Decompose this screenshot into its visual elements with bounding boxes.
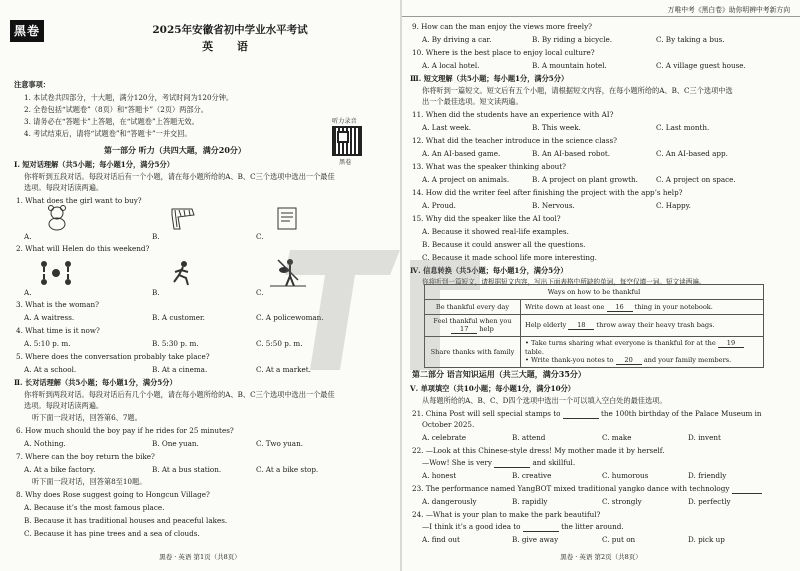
table-row-3-content — [521, 337, 764, 368]
page-footer-left: 黑卷 · 英语 第1页（共8页） — [159, 553, 241, 561]
r3b-post: and your family members. — [643, 356, 732, 364]
r2-label-b: help — [479, 325, 494, 333]
black-paper-badge: 黑卷 — [10, 20, 44, 42]
section3-instruction-2: 出一个最佳选项。短文读两遍。 — [422, 97, 523, 106]
q9-option-a[interactable]: A. By driving a car. — [422, 35, 492, 44]
question-22-b — [422, 458, 575, 468]
table-head: Ways on how to be thankful — [425, 285, 764, 300]
q5-option-b[interactable]: B. At a cinema. — [152, 365, 208, 374]
q9-option-c[interactable]: C. By taking a bus. — [656, 35, 725, 44]
q22-option-a[interactable]: A. honest — [422, 471, 457, 480]
exam-title: 2025年安徽省初中学业水平考试 — [152, 24, 308, 36]
q23-option-a[interactable]: A. dangerously — [422, 497, 477, 506]
r2-pre: Help elderly — [525, 321, 567, 329]
question-12: 12. What did the teacher introduce in the science class? — [412, 136, 618, 145]
q22-option-d[interactable]: D. friendly — [688, 471, 727, 480]
section3-instruction: 你将听到一篇短文。短文后有五个小题，请根据短文内容，在每小题所给的A、B、C三个选项中选 — [422, 86, 733, 95]
table-row-3-label: Share thanks with family — [425, 337, 521, 368]
r3b-pre: • Write thank-you notes to — [525, 356, 614, 364]
q8-option-a[interactable]: A. Because it’s the most famous place. — [24, 503, 165, 512]
r3a-post: table. — [525, 348, 544, 356]
page-footer-right: 黑卷 · 英语 第2页（共8页） — [560, 553, 642, 561]
q24-option-d[interactable]: D. pick up — [688, 535, 725, 544]
question-24-b — [422, 522, 624, 532]
q5-option-a[interactable]: A. At a school. — [24, 365, 77, 374]
section1-instruction-2: 选项。每段对话读两遍。 — [24, 183, 104, 192]
guitar-singing-icon — [268, 256, 308, 288]
q1-option-c[interactable]: C. — [256, 232, 264, 241]
q7-option-a[interactable]: A. At a bike factory. — [24, 465, 96, 474]
question-14: 14. How did the writer feel after finishing the project with the app’s help? — [412, 188, 683, 197]
q1-option-a[interactable]: A. — [24, 232, 32, 241]
question-23 — [412, 484, 762, 494]
r1-post: thing in your notebook. — [634, 302, 713, 311]
blank-20[interactable]: 20 — [616, 356, 642, 365]
q21-text-a: 21. China Post will sell special stamps to — [412, 409, 561, 418]
q21-option-c[interactable]: C. make — [602, 433, 632, 442]
r2-label-a: Feel thankful when you — [433, 317, 512, 325]
q24-option-a[interactable]: A. find out — [422, 535, 460, 544]
question-7: 7. Where can the boy return the bike? — [16, 452, 155, 461]
teddy-bear-icon — [40, 205, 74, 231]
question-10: 10. Where is the best place to enjoy local culture? — [412, 48, 595, 57]
q11-option-b[interactable]: B. This week. — [532, 123, 581, 132]
qr-label: 听力录音 — [332, 118, 357, 125]
r1-pre: Write down at least one — [525, 302, 605, 311]
q4-option-b[interactable]: B. 5:30 p. m. — [152, 339, 199, 348]
exam-subject: 英 语 — [202, 40, 258, 53]
q12-option-c[interactable]: C. An AI-based app. — [656, 149, 728, 158]
q10-option-b[interactable]: B. A mountain hotel. — [532, 61, 607, 70]
notes-title: 注意事项： — [14, 80, 50, 89]
q23-text: 23. The performance named YangBOT mixed traditional yangko dance with technology — [412, 484, 730, 493]
q7-option-c[interactable]: C. At a bike stop. — [256, 465, 319, 474]
q22-option-b[interactable]: B. creative — [512, 471, 552, 480]
running-header: 万唯中考《黑白卷》助你明辨中考新方向 — [667, 6, 790, 14]
section4-instruction: 你将听到一篇短文，请根据短文内容，写出下面表格中所缺的单词，每空仅填一词。短文读两遍。 — [422, 278, 706, 286]
q24-text-c: the litter around. — [561, 522, 624, 531]
q3-option-c[interactable]: C. A policewoman. — [256, 313, 324, 322]
table-row-2-content — [521, 315, 764, 337]
q13-option-b[interactable]: B. A project on plant growth. — [532, 175, 638, 184]
q10-option-c[interactable]: C. A village guest house. — [656, 61, 746, 70]
question-9: 9. How can the man enjoy the views more freely? — [412, 22, 592, 31]
q14-option-a[interactable]: A. Proud. — [422, 201, 456, 210]
q11-option-a[interactable]: A. Last week. — [422, 123, 471, 132]
q8-option-b[interactable]: B. Because it has traditional houses and peaceful lakes. — [24, 516, 228, 525]
q22-text-b: —Wow! She is very — [422, 458, 492, 467]
section2-title: Ⅱ. 长对话理解（共5小题；每小题1分，满分5分） — [14, 378, 177, 387]
header-rule — [402, 16, 800, 17]
q23-blank[interactable] — [732, 484, 762, 494]
q13-option-c[interactable]: C. A project on space. — [656, 175, 736, 184]
section2-sub-2: 听下面一段对话，回答第8至10题。 — [32, 477, 147, 486]
q4-option-c[interactable]: C. 5:50 p. m. — [256, 339, 303, 348]
question-24-a: 24. —What is your plan to make the park beautiful? — [412, 510, 601, 519]
note-3: 3. 请务必在“答题卡”上答题，在“试题卷”上答题无效。 — [24, 117, 199, 126]
q23-option-c[interactable]: C. strongly — [602, 497, 642, 506]
r2-post: throw away their heavy trash bags. — [596, 321, 715, 329]
q21-text-c: October 2025. — [422, 420, 475, 429]
q24-blank[interactable] — [523, 522, 559, 532]
q2-option-b[interactable]: B. — [152, 288, 160, 297]
q21-blank[interactable] — [563, 409, 599, 419]
section4-title: Ⅳ. 信息转换（共5小题；每小题1分，满分5分） — [410, 266, 568, 275]
section2-sub-1: 听下面一段对话，回答第6、7题。 — [32, 413, 142, 422]
q9-option-b[interactable]: B. By riding a bicycle. — [532, 35, 613, 44]
q15-option-a[interactable]: A. Because it showed real-life examples. — [422, 227, 569, 236]
q3-option-b[interactable]: B. A customer. — [152, 313, 205, 322]
q23-option-d[interactable]: D. perfectly — [688, 497, 731, 506]
section1-instruction: 你将听到五段对话。每段对话后有一个小题，请在每小题所给的A、B、C三个选项中选出一个最佳 — [24, 172, 335, 181]
q15-option-c[interactable]: C. Because it made school life more interesting. — [422, 253, 597, 262]
q13-option-a[interactable]: A. A project on animals. — [422, 175, 510, 184]
blank-16[interactable]: 16 — [607, 303, 633, 312]
blank-17[interactable]: 17 — [451, 325, 477, 334]
table-row-1-content — [521, 300, 764, 315]
question-15: 15. Why did the speaker like the AI tool? — [412, 214, 561, 223]
question-4: 4. What time is it now? — [16, 326, 100, 335]
q1-option-b[interactable]: B. — [152, 232, 160, 241]
thankful-table — [424, 284, 764, 368]
q3-option-a[interactable]: A. A waitress. — [24, 313, 75, 322]
table-row-2-label — [425, 315, 521, 337]
q24-option-b[interactable]: B. give away — [512, 535, 559, 544]
question-8: 8. Why does Rose suggest going to Hongcun Village? — [16, 490, 210, 499]
q2-option-c[interactable]: C. — [256, 288, 264, 297]
q14-option-c[interactable]: C. Happy. — [656, 201, 691, 210]
section2-instruction-2: 选项。每段对话读两遍。 — [24, 401, 104, 410]
q24-text-b: —I think it’s a good idea to — [422, 522, 521, 531]
section1-title: Ⅰ. 短对话理解（共5小题；每小题1分，满分5分） — [14, 160, 174, 169]
question-3: 3. What is the woman? — [16, 300, 100, 309]
note-1: 1. 本试卷共四部分，十大题，满分120分，考试时间为120分钟。 — [24, 93, 234, 102]
q11-option-c[interactable]: C. Last month. — [656, 123, 710, 132]
section5-title: Ⅴ. 单项填空（共10小题；每小题1分，满分10分） — [410, 384, 575, 393]
q22-text-c: and skillful. — [532, 458, 576, 467]
q14-option-b[interactable]: B. Nervous. — [532, 201, 575, 210]
q7-option-b[interactable]: B. At a bus station. — [152, 465, 222, 474]
question-5: 5. Where does the conversation probably take place? — [16, 352, 210, 361]
part2-heading: 第二部分 语言知识运用（共三大题，满分35分） — [412, 369, 586, 379]
q12-option-b[interactable]: B. An AI-based robot. — [532, 149, 610, 158]
question-11: 11. When did the students have an experience with AI? — [412, 110, 614, 119]
book-icon — [270, 205, 304, 231]
r3a-pre: • Take turns sharing what everyone is thankful for at the — [525, 339, 716, 347]
question-1: 1. What does the girl want to buy? — [16, 196, 142, 205]
running-icon — [164, 260, 198, 286]
question-21 — [412, 409, 762, 419]
q4-option-a[interactable]: A. 5:10 p. m. — [24, 339, 71, 348]
q15-option-b[interactable]: B. Because it could answer all the questions. — [422, 240, 586, 249]
question-2: 2. What will Helen do this weekend? — [16, 244, 150, 253]
q10-option-a[interactable]: A. A local hotel. — [422, 61, 480, 70]
q6-option-a[interactable]: A. Nothing. — [24, 439, 66, 448]
q22-blank[interactable] — [494, 458, 530, 468]
question-22-a: 22. —Look at this Chinese-style dress! My mother made it by herself. — [412, 446, 665, 455]
q21-option-a[interactable]: A. celebrate — [422, 433, 467, 442]
section5-instruction: 从每题所给的A、B、C、D四个选项中选出一个可以填入空白处的最佳选项。 — [422, 396, 667, 405]
q8-option-c[interactable]: C. Because it has pine trees and a sea of clouds. — [24, 529, 200, 538]
note-2: 2. 全卷包括“试题卷”（8页）和“答题卡”（2页）两部分。 — [24, 105, 208, 114]
blank-19[interactable]: 19 — [718, 339, 744, 348]
qr-caption: 黑卷 — [339, 159, 352, 166]
q21-text-b: the 100th birthday of the Palace Museum in — [601, 409, 762, 418]
scarf-icon — [166, 205, 200, 231]
question-13: 13. What was the speaker thinking about? — [412, 162, 567, 171]
section3-title: Ⅲ. 短文理解（共5小题；每小题1分，满分5分） — [410, 74, 569, 83]
part1-heading: 第一部分 听力（共四大题，满分20分） — [104, 145, 246, 155]
qr-code-icon[interactable] — [332, 126, 362, 156]
q12-option-a[interactable]: A. An AI-based game. — [422, 149, 501, 158]
section2-instruction: 你将听到两段对话。每段对话后有几个小题，请在每小题所给的A、B、C三个选项中选出一个最佳 — [24, 390, 335, 399]
blank-18[interactable]: 18 — [568, 321, 594, 330]
q5-option-c[interactable]: C. At a market. — [256, 365, 311, 374]
q6-option-c[interactable]: C. Two yuan. — [256, 439, 304, 448]
playing-game-icon — [36, 258, 76, 288]
question-6: 6. How much should the boy pay if he rides for 25 minutes? — [16, 426, 234, 435]
q24-option-c[interactable]: C. put on — [602, 535, 636, 544]
q23-option-b[interactable]: B. rapidly — [512, 497, 548, 506]
q22-option-c[interactable]: C. humorous — [602, 471, 649, 480]
q21-option-b[interactable]: B. attend — [512, 433, 546, 442]
q6-option-b[interactable]: B. One yuan. — [152, 439, 199, 448]
table-row-1-label: Be thankful every day — [425, 300, 521, 315]
q2-option-a[interactable]: A. — [24, 288, 32, 297]
note-4: 4. 考试结束后，请将“试题卷”和“答题卡”一并交回。 — [24, 129, 192, 138]
q21-option-d[interactable]: D. invent — [688, 433, 721, 442]
